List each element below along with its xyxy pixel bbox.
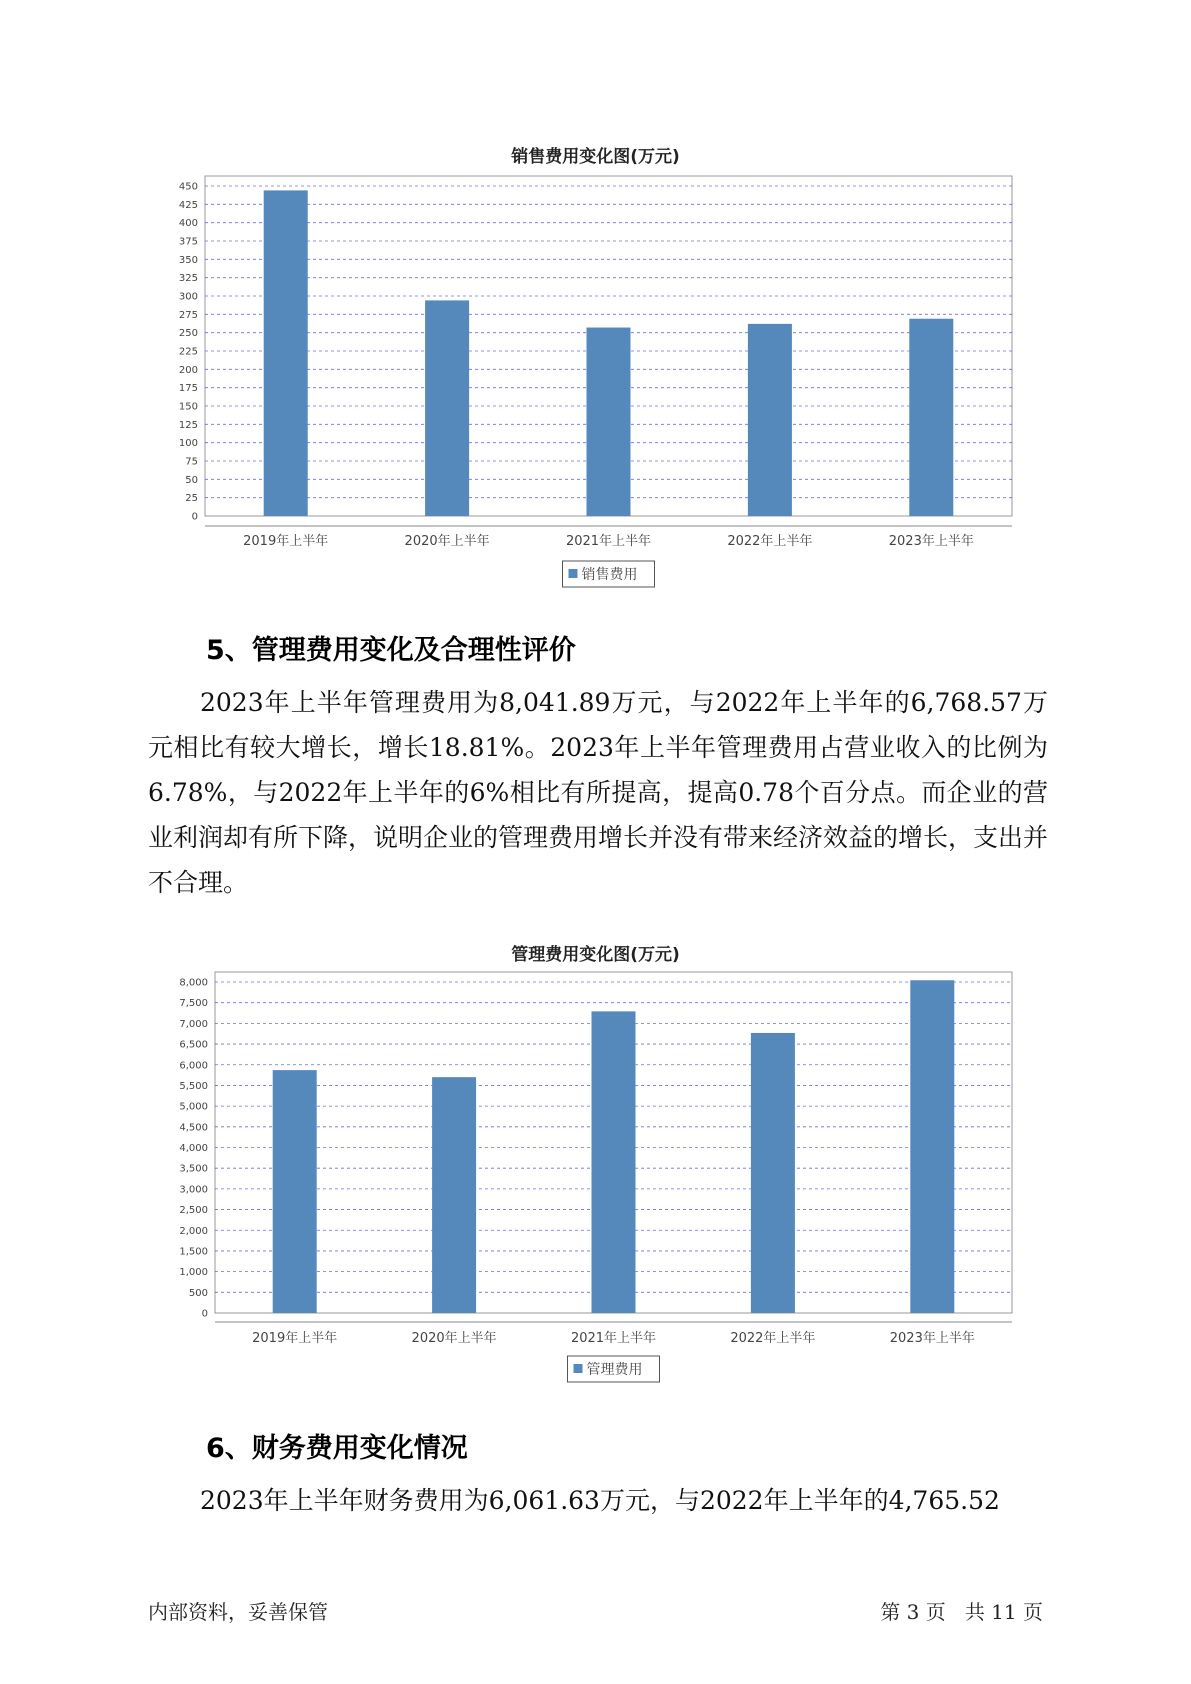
y-tick-label: 175: [178, 383, 198, 395]
y-tick-label: 1,500: [179, 1246, 208, 1258]
y-tick-label: 2,000: [179, 1225, 208, 1237]
y-tick-label: 8,000: [179, 977, 208, 989]
y-tick-label: 325: [178, 273, 198, 285]
x-category-label: 2022年上半年: [730, 1331, 816, 1346]
y-tick-label: 50: [185, 474, 198, 486]
footer-page-number: 第 3 页 共 11 页: [880, 1600, 1043, 1624]
section-6-paragraph: 2023年上半年财务费用为6,061.63万元，与2022年上半年的4,765.52: [200, 1486, 1000, 1515]
y-tick-label: 6,500: [179, 1039, 208, 1051]
x-category-label: 2020年上半年: [404, 534, 490, 549]
y-tick-label: 200: [178, 364, 198, 376]
y-tick-label: 425: [178, 199, 198, 211]
y-tick-label: 2,500: [179, 1205, 208, 1217]
bar: [751, 1033, 795, 1313]
y-tick-label: 25: [185, 493, 198, 505]
y-tick-label: 4,000: [179, 1143, 208, 1154]
y-tick-label: 400: [178, 218, 198, 230]
bar: [910, 980, 954, 1313]
x-category-label: 2022年上半年: [727, 534, 813, 549]
y-tick-label: 75: [185, 456, 198, 468]
section-5-heading: 5、管理费用变化及合理性评价: [206, 635, 576, 666]
footer-confidential-note: 内部资料，妥善保管: [148, 1600, 328, 1624]
x-category-label: 2019年上半年: [243, 534, 329, 549]
x-category-label: 2023年上半年: [888, 534, 974, 549]
bar: [592, 1011, 636, 1313]
x-category-label: 2021年上半年: [565, 534, 652, 549]
section-5-paragraph: 2023年上半年管理费用为8,041.89万元，与2022年上半年的6,768.57万元相比有较大增长，增长18.81%。2023年上半年管理费用占营业收入的比例为6.78%，与2022年上半年的6%相比有所提高，提高0.78个百分点。而企业的营业利润却有所下降，说明企业的管理费用增长并没有带来经济效益的增长，支出并不合理。: [148, 688, 1049, 897]
bar: [432, 1077, 476, 1313]
y-tick-label: 3,000: [179, 1184, 208, 1196]
x-category-label: 2019年上半年: [252, 1331, 338, 1346]
x-category-label: 2021年上半年: [570, 1331, 657, 1346]
y-tick-label: 7,500: [179, 998, 208, 1010]
y-tick-label: 5,000: [179, 1101, 208, 1113]
y-tick-label: 275: [178, 309, 198, 321]
y-tick-label: 250: [178, 328, 198, 340]
y-tick-label: 7,000: [179, 1018, 208, 1030]
y-tick-label: 500: [188, 1287, 208, 1299]
y-tick-label: 0: [201, 1308, 208, 1320]
y-tick-label: 0: [191, 511, 198, 523]
y-tick-label: 125: [178, 419, 198, 431]
legend-label: 销售费用: [581, 567, 638, 583]
legend-label: 管理费用: [586, 1362, 643, 1378]
y-tick-label: 225: [178, 346, 198, 358]
section-6-heading: 6、财务费用变化情况: [206, 1433, 468, 1464]
y-tick-label: 6,000: [179, 1060, 208, 1072]
y-tick-label: 1,000: [179, 1267, 208, 1279]
y-tick-label: 4,500: [179, 1122, 208, 1134]
y-tick-label: 5,500: [179, 1080, 208, 1092]
chart-title-sales-expense: 销售费用变化图(万元): [511, 147, 680, 167]
x-category-label: 2023年上半年: [889, 1331, 975, 1346]
y-tick-label: 150: [178, 401, 198, 413]
chart-title-admin-expense: 管理费用变化图(万元): [511, 945, 680, 965]
x-category-label: 2020年上半年: [411, 1331, 497, 1346]
y-tick-label: 100: [178, 438, 198, 450]
y-tick-label: 3,500: [179, 1163, 208, 1175]
y-tick-label: 300: [178, 291, 198, 303]
legend-swatch: [574, 1364, 583, 1373]
y-tick-label: 375: [178, 236, 198, 248]
y-tick-label: 450: [178, 181, 198, 193]
y-tick-label: 350: [178, 254, 198, 266]
bar: [273, 1070, 317, 1313]
